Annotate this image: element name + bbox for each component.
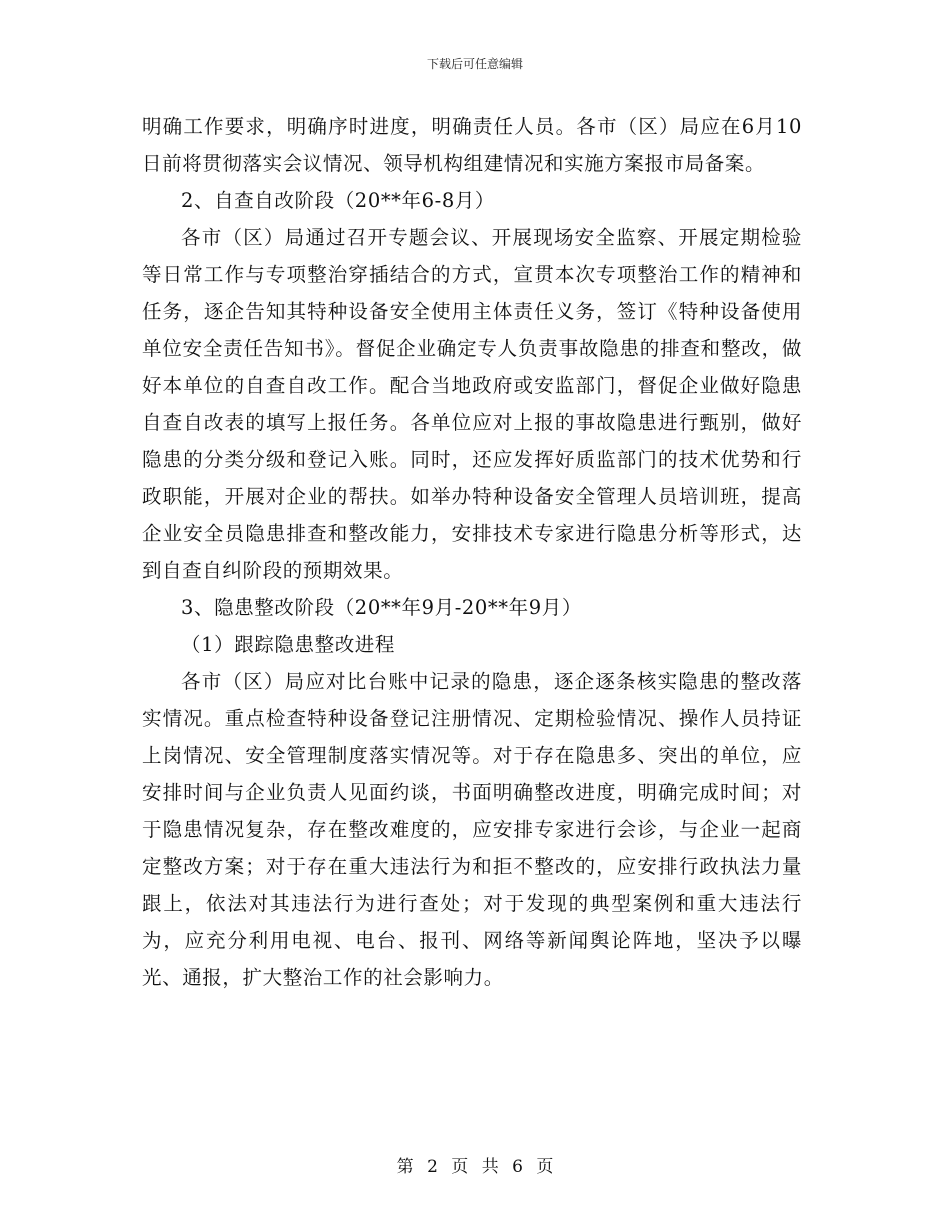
paragraph-2: 各市（区）局通过召开专题会议、开展现场安全监察、开展定期检验等日常工作与专项整治穿插结合的方式，宣贯本次专项整治工作的精神和任务，逐企告知其特种设备安全使用主体责任义务，签订《特种设备使用单位安全责任告知书》。督促企业确定专人负责事故隐患的排查和整改，做好本单位的自查自改工作。配合当地政府或安监部门，督促企业做好隐患自查自改表的填写上报任务。各单位应对上报的事故隐患进行甄别，做好隐患的分类分级和登记入账。同时，还应发挥好质监部门的技术优势和行政职能，开展对企业的帮扶。如举办特种设备安全管理人员培训班，提高企业安全员隐患排查和整改能力，安排技术专家进行隐患分析等形式，达到自查自纠阶段的预期效果。 (142, 226, 802, 582)
page-header: 下载后可任意编辑 (426, 57, 523, 71)
paragraph-1: 明确工作要求，明确序时进度，明确责任人员。各市（区）局应在6月10日前将贯彻落实会议情况、领导机构组建情况和实施方案报市局备案。 (142, 115, 802, 175)
paragraph-3: 各市（区）局应对比台账中记录的隐患，逐企逐条核实隐患的整改落实情况。重点检查特种设备登记注册情况、定期检验情况、操作人员持证上岗情况、安全管理制度落实情况等。对于存在隐患多、突出的单位，应安排时间与企业负责人见面约谈，书面明确整改进度，明确完成时间；对于隐患情况复杂，存在整改难度的，应安排专家进行会诊，与企业一起商定整改方案；对于存在重大违法行为和拒不整改的，应安排行政执法力量跟上，依法对其违法行为进行查处；对于发现的典型案例和重大违法行为，应充分利用电视、电台、报刊、网络等新闻舆论阵地，坚决予以曝光、通报，扩大整治工作的社会影响力。 (142, 670, 802, 989)
document-body (142, 108, 802, 996)
section-heading-3: 3、隐患整改阶段（20**年9月-20**年9月） (181, 596, 582, 619)
subsection-heading-3-1: （1）跟踪隐患整改进程 (181, 633, 396, 656)
page-number: 第 2 页 共 6 页 (396, 1157, 554, 1177)
section-heading-2: 2、自查自改阶段（20**年6-8月） (181, 189, 496, 212)
